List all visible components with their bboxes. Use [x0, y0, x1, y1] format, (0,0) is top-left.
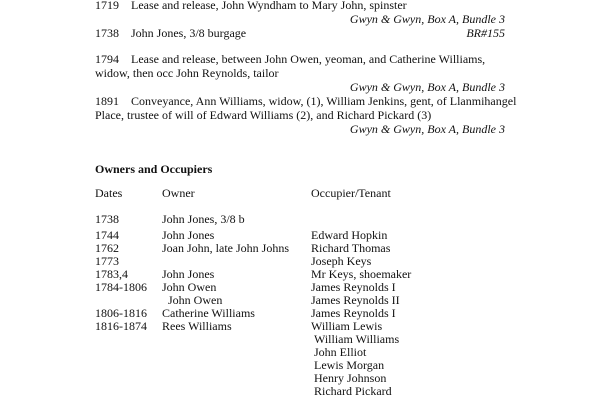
row-occupier: James Reynolds I	[311, 280, 396, 294]
deed-line	[95, 26, 505, 40]
row-occupier: Lewis Morgan	[314, 358, 385, 372]
row-occupier: William Williams	[314, 332, 400, 346]
table-row	[0, 319, 600, 333]
row-date: 1738	[95, 212, 119, 226]
deed-reference: Gwyn & Gwyn, Box A, Bundle 3	[349, 12, 505, 26]
deed-text-line-2: widow, then occ John Reynolds, tailor	[95, 66, 279, 80]
table-row	[0, 371, 600, 385]
row-date: 1783,4	[95, 267, 128, 281]
deed-entry-1891	[95, 94, 517, 136]
row-occupier: John Elliot	[314, 345, 367, 359]
column-header-occupier: Occupier/Tenant	[311, 186, 391, 200]
row-owner: Joan John, late John Johns	[162, 241, 289, 255]
table-row	[0, 293, 600, 307]
row-owner: John Jones, 3/8 b	[162, 212, 245, 226]
deed-text: John Jones, 3/8 burgage	[131, 26, 247, 40]
table-row	[0, 267, 600, 281]
deed-year: 1891	[95, 94, 119, 108]
deed-line	[95, 94, 517, 108]
row-occupier: Henry Johnson	[314, 371, 387, 385]
table-row	[0, 241, 600, 255]
table-row	[0, 332, 600, 346]
deed-text-line-2: Place, trustee of will of Edward Williams (2), and Richard Pickard (3)	[95, 108, 432, 122]
row-date: 1816-1874	[95, 319, 147, 333]
row-date: 1806-1816	[95, 306, 147, 320]
row-occupier: Richard Pickard	[314, 384, 392, 398]
row-occupier: Joseph Keys	[311, 254, 372, 268]
deed-text: Lease and release, John Wyndham to Mary John, spinster	[131, 0, 407, 12]
column-header-dates: Dates	[95, 186, 123, 200]
row-occupier: Edward Hopkin	[311, 228, 388, 242]
deed-entry-1738	[95, 26, 505, 40]
deed-line	[95, 0, 505, 12]
row-occupier: William Lewis	[311, 319, 383, 333]
deed-reference: Gwyn & Gwyn, Box A, Bundle 3	[349, 122, 505, 136]
deed-text-line-1: Conveyance, Ann Williams, widow, (1), William Jenkins, gent, of Llanmihangel	[131, 94, 517, 108]
table-row	[0, 280, 600, 294]
deed-reference: Gwyn & Gwyn, Box A, Bundle 3	[349, 80, 505, 94]
row-owner: John Jones	[162, 267, 215, 281]
deed-entry-1719	[95, 0, 505, 26]
deed-reference: BR#155	[466, 26, 505, 40]
table-row	[0, 212, 600, 226]
table-row	[0, 306, 600, 320]
row-date: 1784-1806	[95, 280, 147, 294]
table-header-row	[0, 186, 600, 200]
row-occupier: Mr Keys, shoemaker	[311, 267, 412, 281]
column-header-owner: Owner	[162, 186, 195, 200]
table-row	[0, 254, 600, 268]
deed-year: 1719	[95, 0, 119, 12]
row-owner: John Owen	[162, 280, 217, 294]
table-row	[0, 228, 600, 242]
deed-text-line-1: Lease and release, between John Owen, yeoman, and Catherine Williams,	[131, 52, 486, 66]
deed-year: 1738	[95, 26, 119, 40]
table-row	[0, 345, 600, 359]
row-date: 1744	[95, 228, 119, 242]
row-date: 1762	[95, 241, 119, 255]
row-owner: John Jones	[162, 228, 215, 242]
row-occupier: Richard Thomas	[311, 241, 391, 255]
table-row	[0, 358, 600, 372]
deed-entry-1794	[95, 52, 505, 94]
row-owner: John Owen	[168, 293, 223, 307]
table-row	[0, 384, 600, 398]
row-owner: Catherine Williams	[162, 306, 255, 320]
row-owner: Rees Williams	[162, 319, 232, 333]
deed-line	[95, 52, 505, 66]
section-heading: Owners and Occupiers	[95, 162, 213, 176]
row-date: 1773	[95, 254, 119, 268]
row-occupier: James Reynolds I	[311, 306, 396, 320]
deed-year: 1794	[95, 52, 119, 66]
row-occupier: James Reynolds II	[311, 293, 400, 307]
